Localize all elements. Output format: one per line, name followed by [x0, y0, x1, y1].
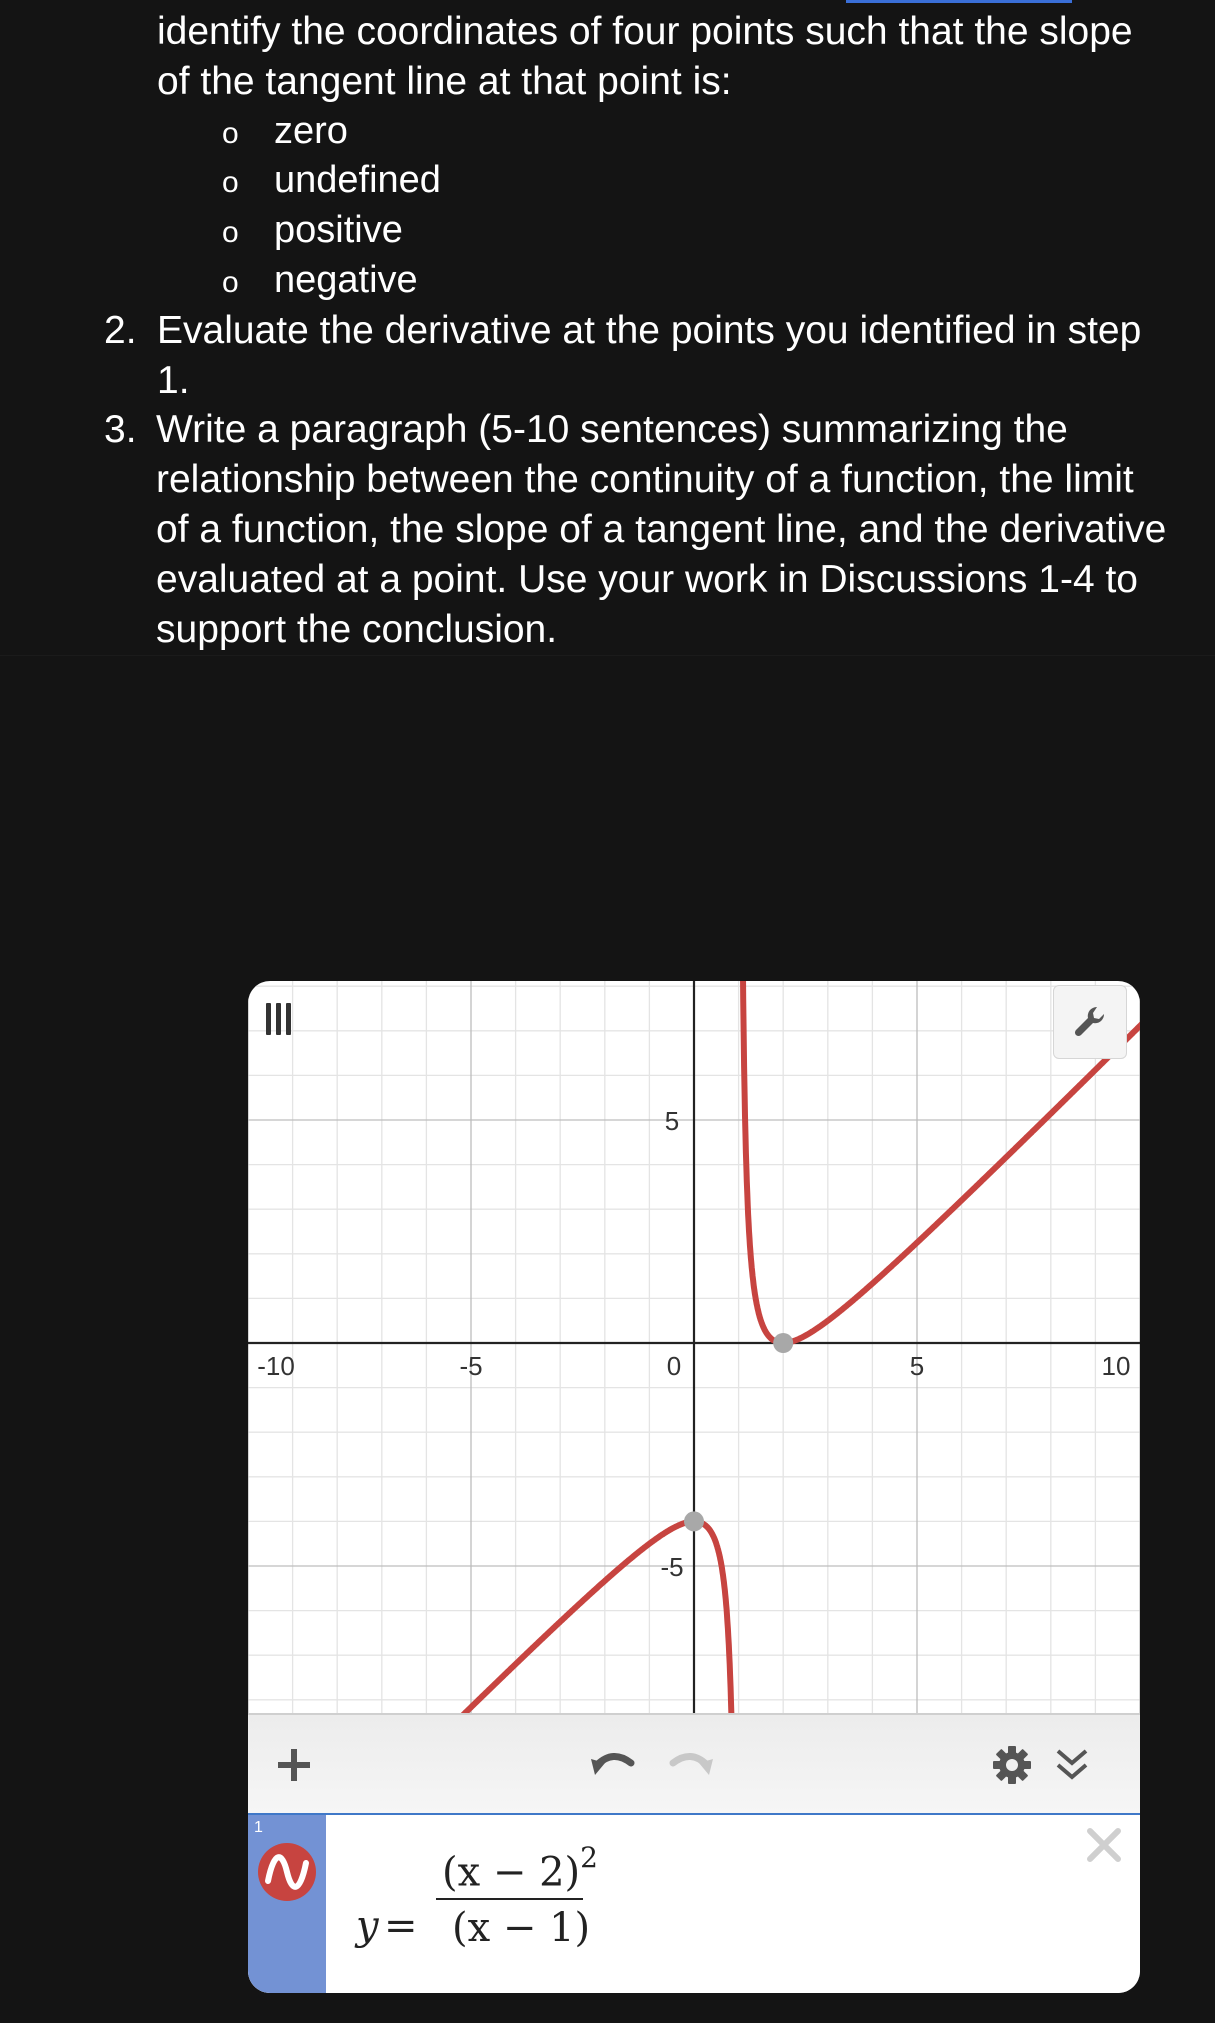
bullet-icon: o [222, 216, 239, 249]
bullet-item: o positive [222, 205, 403, 258]
x-tick-label: 10 [1101, 1351, 1131, 1381]
curve-color-icon[interactable] [256, 1841, 318, 1903]
bullet-item: o undefined [222, 155, 441, 208]
graphing-calculator [248, 981, 1140, 1993]
expression-row[interactable] [248, 1813, 1140, 1993]
bullet-icon: o [222, 117, 239, 150]
formula-exponent: 2 [580, 1841, 598, 1874]
x-tick-label: 5 [909, 1351, 925, 1381]
y-tick-label: -5 [660, 1552, 684, 1582]
bullet-icon: o [222, 166, 239, 199]
bullet-item: o zero [222, 106, 348, 159]
expression-tab[interactable] [248, 1815, 326, 1993]
item-number: 3. [104, 408, 137, 451]
item-3-line: of a function, the slope of a tangent line, and the derivative [156, 508, 1167, 551]
plus-icon[interactable] [270, 1741, 318, 1789]
fraction-bar [436, 1898, 583, 1900]
formula-numerator: $(x - 2)^2$ [442, 1841, 598, 1896]
y-tick-label: 5 [664, 1106, 680, 1136]
undo-icon[interactable] [586, 1741, 638, 1789]
gear-icon[interactable] [988, 1741, 1036, 1789]
item-3-line: Write a paragraph (5-10 sentences) summarizing the [156, 408, 1068, 451]
expression-index: 1 [254, 1819, 263, 1836]
wrench-icon[interactable] [1053, 985, 1127, 1059]
graph-point [684, 1511, 704, 1531]
formula-equals: = [384, 1903, 418, 1949]
close-icon[interactable] [1084, 1825, 1124, 1865]
item-3-line: evaluated at a point. Use your work in Discussions 1-4 to [156, 558, 1138, 601]
item-number: 2. [104, 309, 137, 352]
calculator-toolbar [248, 1713, 1140, 1815]
graph-canvas[interactable] [248, 981, 1140, 1713]
link-underline [846, 0, 1072, 3]
bullet-icon: o [222, 266, 239, 299]
intro-line-2: of the tangent line at that point is: [157, 60, 732, 103]
x-tick-label: 0 [666, 1351, 682, 1381]
x-tick-label: -10 [257, 1351, 295, 1381]
hamburger-icon[interactable] [266, 1003, 302, 1039]
x-tick-label: -5 [459, 1351, 483, 1381]
item-3-line: support the conclusion. [156, 608, 558, 651]
formula-lhs: y [356, 1903, 379, 1949]
graph-point [773, 1333, 793, 1353]
double-chevron-icon[interactable] [1048, 1741, 1096, 1789]
intro-line-1: identify the coordinates of four points such that the slope [157, 10, 1133, 53]
divider [0, 655, 1215, 656]
bullet-item: o negative [222, 255, 418, 308]
item-3-line: relationship between the continuity of a function, the limit [156, 458, 1134, 501]
redo-icon[interactable] [666, 1741, 718, 1789]
item-2-line: 1. [157, 359, 190, 402]
item-2-line: Evaluate the derivative at the points you identified in step [157, 309, 1142, 352]
formula-denominator: (x − 1) [452, 1905, 591, 1951]
